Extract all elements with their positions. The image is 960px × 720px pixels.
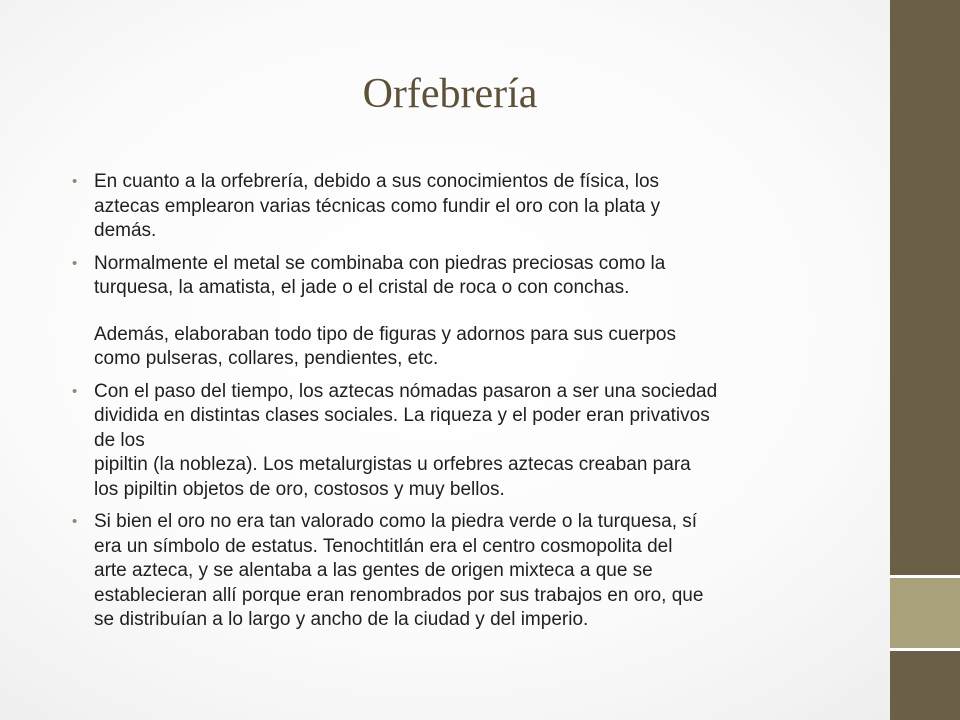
bullet-line: Si bien el oro no era tan valorado como la piedra verde o la turquesa, sí bbox=[94, 511, 698, 532]
bullet-line: de los bbox=[94, 429, 145, 451]
bullet-item bbox=[72, 252, 852, 372]
bullet-line: Con el paso del tiempo, los aztecas nómadas pasaron a ser una sociedad bbox=[94, 380, 718, 402]
bullet-line: Además, elaboraban todo tipo de figuras y adornos para sus cuerpos bbox=[94, 323, 676, 345]
bullet-list bbox=[72, 170, 852, 641]
bullet-line: se distribuían a lo largo y ancho de la ciudad y del imperio. bbox=[94, 609, 589, 630]
bullet-item bbox=[72, 510, 852, 633]
slide-title: Orfebrería bbox=[362, 71, 538, 117]
bullet-line: pipiltin (la nobleza). Los metalurgistas u orfebres aztecas creaban para bbox=[94, 454, 691, 475]
bullet-line: como pulseras, collares, pendientes, etc. bbox=[94, 348, 439, 369]
bullet-line: turquesa, la amatista, el jade o el cristal de roca o con conchas. bbox=[94, 277, 630, 298]
sidebar-divider-bottom bbox=[890, 648, 960, 651]
bullet-line: aztecas emplearon varias técnicas como fundir el oro con la plata y bbox=[94, 195, 661, 217]
bullet-line: demás. bbox=[94, 220, 157, 241]
bullet-line: Normalmente el metal se combinaba con piedras preciosas como la bbox=[94, 252, 666, 274]
bullet-line: los pipiltin objetos de oro, costosos y muy bellos. bbox=[94, 478, 505, 500]
paragraph-gap bbox=[94, 301, 852, 323]
decorative-sidebar-accent bbox=[890, 578, 960, 648]
bullet-icon: • bbox=[72, 254, 78, 272]
bullet-line: dividida en distintas clases sociales. La riqueza y el poder eran privativos bbox=[94, 405, 710, 426]
bullet-line: En cuanto a la orfebrería, debido a sus conocimientos de física, los bbox=[94, 171, 660, 192]
bullet-item bbox=[72, 380, 852, 503]
bullet-icon: • bbox=[72, 382, 78, 400]
bullet-item bbox=[72, 170, 852, 244]
bullet-icon: • bbox=[72, 173, 78, 190]
bullet-line: establecieran allí porque eran renombrados por sus trabajos en oro, que bbox=[94, 584, 704, 606]
bullet-line: arte azteca, y se alentaba a las gentes de origen mixteca a que se bbox=[94, 560, 653, 581]
bullet-icon: • bbox=[72, 513, 78, 530]
bullet-line: era un símbolo de estatus. Tenochtitlán era el centro cosmopolita del bbox=[94, 535, 673, 557]
